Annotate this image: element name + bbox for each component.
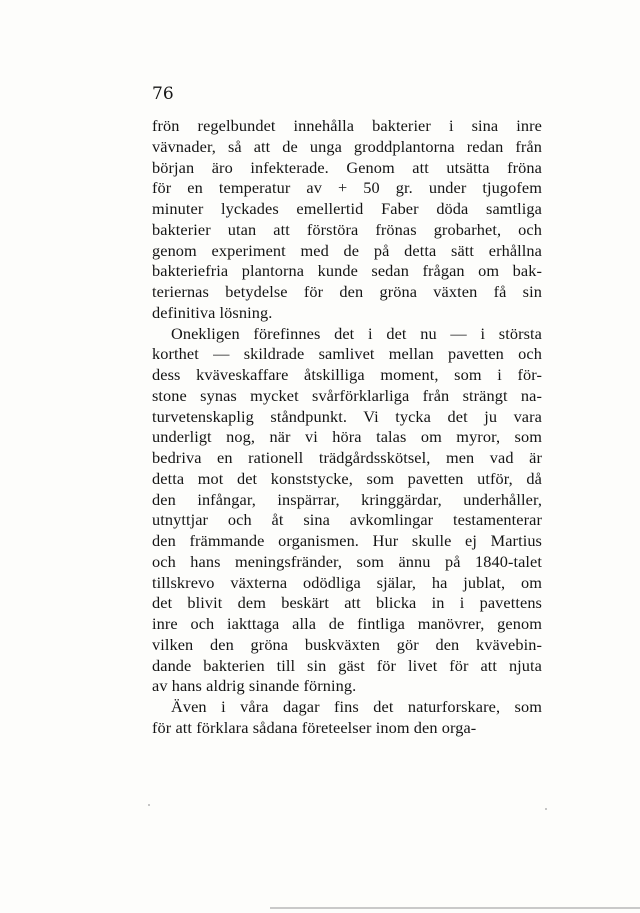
paragraph: [152, 324, 542, 698]
text-line: av hans aldrig sinande förning.: [152, 676, 357, 696]
text-line: Onekligen förefinnes det i det nu — i största: [171, 323, 542, 343]
text-line: teriernas betydelse för den gröna växten få sin: [152, 282, 542, 301]
text-line: inre och iakttaga alla de fintliga manövrer, genom: [152, 614, 542, 633]
text-line: stone synas mycket svårförklarliga från strängt na-: [152, 385, 542, 405]
scan-speck: [148, 804, 150, 806]
text-line: för en temperatur av + 50 gr. under tjugofem: [152, 178, 542, 198]
text-line: bedriva en rationell trädgårdsskötsel, men vad är: [152, 448, 542, 467]
text-line: vilken den gröna buskväxten gör den kvävebin-: [152, 634, 542, 654]
body-text: [152, 116, 542, 739]
text-line: dande bakterien till sin gäst för livet för att njuta: [152, 655, 542, 675]
text-line: detta mot det konststycke, som pavetten utför, då: [152, 468, 542, 488]
text-line: turvetenskaplig ståndpunkt. Vi tycka det ju vara: [152, 406, 542, 426]
text-line: tillskrevo växterna odödliga själar, ha jublat, om: [152, 572, 542, 592]
scan-speck: [545, 808, 547, 810]
text-line: och hans meningsfränder, som ännu på 1840-talet: [152, 551, 542, 571]
text-line: för att förklara sådana företeelser inom den orga-: [152, 717, 477, 737]
paragraph: [152, 697, 542, 739]
page-number: 76: [152, 84, 174, 104]
text-line: början äro infekterade. Genom att utsätta fröna: [152, 157, 542, 177]
text-line: korthet — skildrade samlivet mellan pavetten och: [152, 344, 542, 364]
text-line: definitiva lösning.: [152, 302, 273, 322]
scan-edge-line: [270, 907, 640, 909]
text-line: dess kväveskaffare åtskilliga moment, som i för-: [152, 365, 542, 384]
text-line: bakterier utan att förstöra frönas grobarhet, och: [152, 219, 542, 239]
text-line: bakteriefria plantorna kunde sedan frågan om bak-: [152, 261, 542, 281]
text-line: utnyttjar och åt sina avkomlingar testamenterar: [152, 510, 542, 530]
text-line: det blivit dem beskärt att blicka in i pavettens: [152, 593, 542, 613]
text-line: genom experiment med de på detta sätt erhållna: [152, 240, 542, 260]
text-line: den infångar, inspärrar, kringgärdar, underhåller,: [152, 489, 542, 509]
paragraph: [152, 116, 542, 324]
text-line: frön regelbundet innehålla bakterier i sina inre: [152, 116, 542, 135]
text-line: underligt nog, när vi höra talas om myror, som: [152, 427, 542, 447]
text-line: den främmande organismen. Hur skulle ej Martius: [152, 531, 542, 550]
text-line: Även i våra dagar fins det naturforskare, som: [171, 697, 542, 716]
text-line: minuter lyckades emellertid Faber döda samtliga: [152, 199, 542, 218]
text-line: vävnader, så att de unga groddplantorna redan från: [152, 136, 542, 156]
